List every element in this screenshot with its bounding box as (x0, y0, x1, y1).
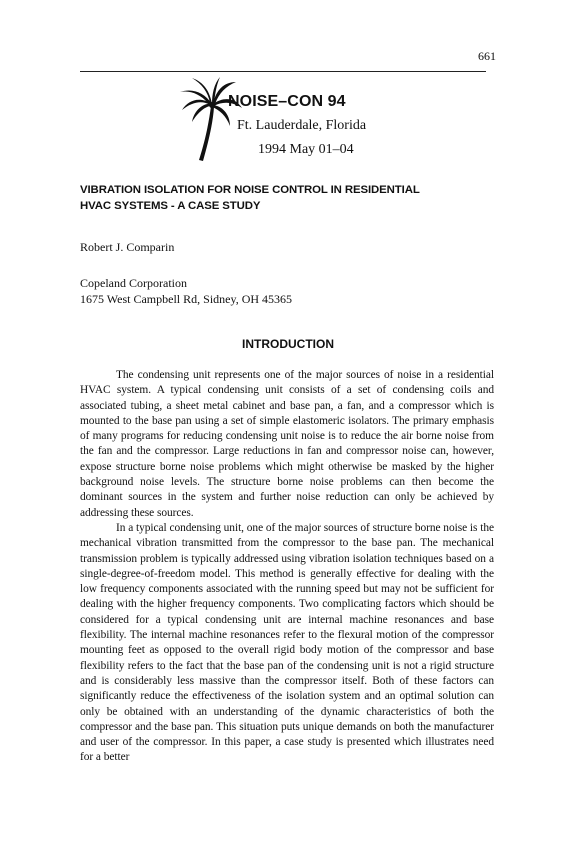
paper-title-line: VIBRATION ISOLATION FOR NOISE CONTROL IN RESIDENTIAL (80, 184, 420, 196)
conference-location: Ft. Lauderdale, Florida (237, 118, 367, 133)
paragraph: In a typical condensing unit, one of the major sources of structure borne noise is the mechanical vibration transmitted from the compressor to the base pan. The mechanical transmission problem is typically addressed using vibration isolation techniques based on a single-degree-of-freedom model. This method is generally effective for dealing with the low frequency components associated with the running speed but may not be sufficient for dealing with the higher frequency components. Two complicating factors which should be considered for a typical condensing unit are internal machine resonances and base flexibility. The internal machine resonances refer to the flexural motion of the compressor mounting feet as opposed to the overall rigid body motion of the compressor and base flexibility refers to the fact that the base pan of the condensing unit is not a rigid structure and is considerably less massive than the compressor itself. Both of these factors can significantly reduce the effectiveness of the isolation system and an optimal solution can only be obtained with an understanding of the dynamic characteristics of both the compressor and the base pan. This situation puts unique demands on both the manufacturer and user of the compressor. In this paper, a case study is presented which illustrates need for a better (80, 521, 494, 764)
palm-tree-icon (178, 76, 244, 162)
body-text (80, 368, 494, 766)
conference-name: NOISE–CON 94 (228, 93, 346, 110)
paper-title (80, 182, 500, 214)
page-number: 661 (478, 49, 496, 63)
section-heading: INTRODUCTION (242, 337, 334, 351)
conference-date: 1994 May 01–04 (258, 142, 354, 157)
header-rule (80, 71, 486, 72)
author-affiliation (80, 275, 292, 307)
affiliation-line: 1675 West Campbell Rd, Sidney, OH 45365 (80, 292, 293, 306)
paper-title-line: HVAC SYSTEMS - A CASE STUDY (80, 200, 261, 212)
affiliation-line: Copeland Corporation (80, 276, 187, 290)
author-name: Robert J. Comparin (80, 240, 175, 254)
paragraph: The condensing unit represents one of the major sources of noise in a residential HVAC system. A typical condensing unit consists of a set of condensing coils and associated tubing, a sheet metal cabinet and base pan, a fan, and a compressor which is mounted to the base pan using a set of simple elastomeric isolators. The primary emphasis of many programs for reducing condensing unit noise is to reduce the air borne noise from the fan and the compressor. Large reductions in fan and compressor noise can, however, expose structure borne noise problems which might otherwise be masked by the higher background noise levels. The structure borne noise problems can then become the dominant sources in the system and further noise reduction can only be achieved by addressing these sources. (80, 369, 494, 519)
